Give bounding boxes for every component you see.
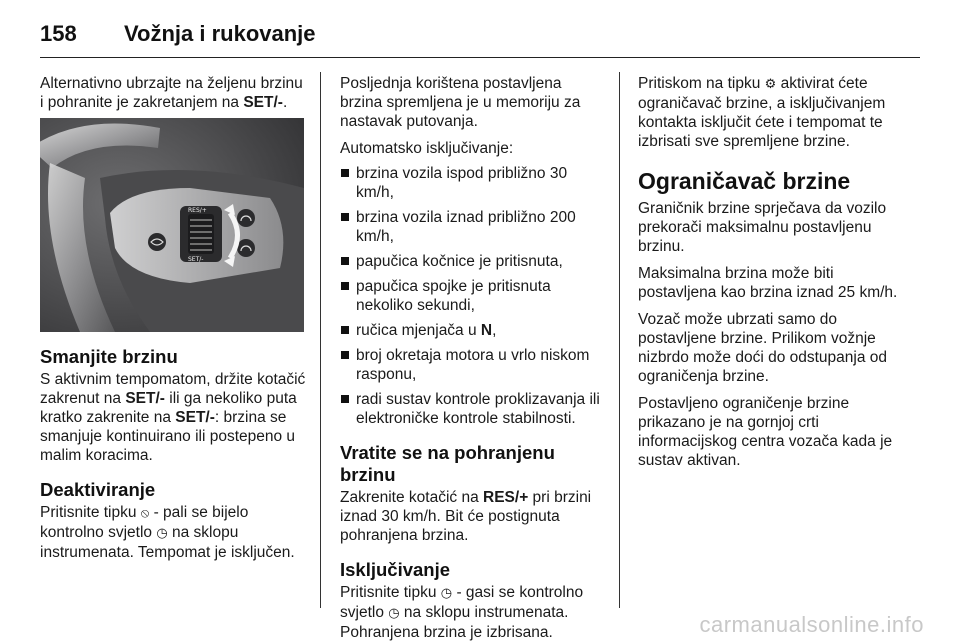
limiter-paragraph-3: Vozač može ubrzati samo do postavljene brzine. Prilikom vožnje nizbrdo može doći do odstupanja od ograničenja brzine. [638,311,888,385]
limiter-paragraph-1: Graničnik brzine sprječava da vozilo prekorači maksimalnu postavljenu brzinu. [638,200,887,255]
list-item: broj okretaja motora u vrlo niskom rasponu, [340,346,604,384]
page-number: 158 [40,21,77,46]
page-header [40,14,316,54]
smanjite-paragraph: S aktivnim tempomatom, držite kotačić zakrenut na SET/- ili ga nekoliko puta kratko zakrenite na SET/-: brzina se smanjuje kontinuirano ili postepeno u malim koracima. [40,371,306,464]
column-divider-1 [320,72,321,608]
list-item: brzina vozila ispod približno 30 km/h, [340,164,604,202]
column-2 [340,74,604,642]
auto-off-list [340,164,604,428]
header-rule [40,57,920,58]
page-title: Vožnja i rukovanje [124,21,316,46]
limiter-paragraph-2: Maksimalna brzina može biti postavljena kao brzina iznad 25 km/h. [638,265,898,301]
cruise-control-icon: ◷ [156,526,168,541]
cruise-control-icon: ◷ [388,606,400,621]
memory-paragraph: Posljednja korištena postavljena brzina spremljena je u memoriju za nastavak putovanja. [340,75,581,130]
speed-limiter-icon: ⚙ [764,77,777,92]
list-item: ručica mjenjača u N, [340,321,604,340]
section-heading-smanjite: Smanjite brzinu [40,346,178,367]
column-1 [40,74,308,562]
cruise-control-icon: ◷ [440,586,453,601]
section-heading-iskljucivanje: Isključivanje [340,559,451,580]
auto-off-intro: Automatsko isključivanje: [340,140,514,157]
list-item: brzina vozila iznad približno 200 km/h, [340,208,604,246]
column-divider-2 [619,72,620,608]
list-item: radi sustav kontrole proklizavanja ili elektroničke kontrole stabilnosti. [340,390,604,428]
steering-wheel-illustration [40,118,304,332]
vratite-paragraph: Zakrenite kotačić na RES/+ pri brzini iznad 30 km/h. Bit će postignuta pohranjena brzina. [340,489,592,544]
section-heading-ogranicavac: Ograničavač brzine [638,168,851,194]
res-label: RES/+ [188,207,207,214]
iskljucivanje-paragraph: Pritisnite tipku ◷ - gasi se kontrolno svjetlo ◷ na sklopu instrumenata. Pohranjena brzina je izbrisana. [340,584,584,641]
section-heading-deaktiviranje: Deaktiviranje [40,479,156,500]
cancel-icon: ⦸ [140,506,150,521]
watermark: carmanualsonline.info [699,612,924,637]
column-3 [638,74,908,478]
list-item: papučica spojke je pritisnuta nekoliko sekundi, [340,277,604,315]
set-label: SET/- [188,256,204,263]
deaktiviranje-paragraph: Pritisnite tipku ⦸ - pali se bijelo kontrolno svjetlo ◷ na sklopu instrumenata. Tempomat je isključen. [40,504,295,561]
intro-paragraph: Alternativno ubrzajte na željenu brzinu i pohranite je zakretanjem na SET/-. [40,75,303,111]
section-heading-vratite: Vratite se na pohranjenu brzinu [340,442,555,485]
list-item: papučica kočnice je pritisnuta, [340,252,604,271]
limiter-activation-paragraph: Pritiskom na tipku ⚙ aktivirat ćete ograničavač brzine, a isključivanjem kontakta isključit ćete i tempomat te izbrisati sve spremljene brzine. [638,75,886,150]
limiter-paragraph-4: Postavljeno ograničenje brzine prikazano je na gornjoj crti informacijskog centra vozača kada je sustav aktivan. [638,395,893,469]
steering-wheel-photo [40,118,304,332]
